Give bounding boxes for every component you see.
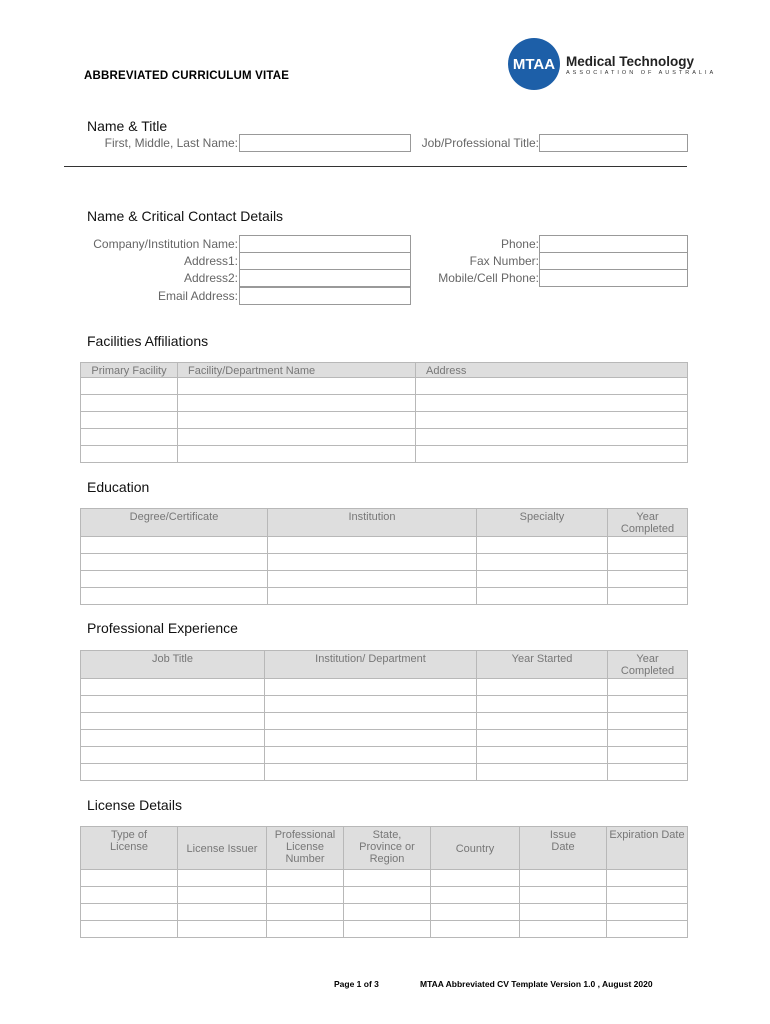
col-header: Facility/Department Name — [178, 363, 416, 378]
col-header: State, Province or Region — [344, 827, 431, 870]
facilities-table — [80, 362, 688, 463]
table-cell[interactable] — [477, 730, 608, 747]
table-row — [81, 588, 688, 605]
table-row — [81, 764, 688, 781]
table-cell[interactable] — [81, 395, 178, 412]
table-cell[interactable] — [81, 446, 178, 463]
table-cell[interactable] — [477, 571, 608, 588]
table-cell[interactable] — [81, 412, 178, 429]
col-header: Year Started — [477, 651, 608, 679]
table-cell[interactable] — [265, 747, 477, 764]
table-cell[interactable] — [416, 429, 688, 446]
table-cell[interactable] — [416, 395, 688, 412]
col-header: Issue Date — [520, 827, 607, 870]
table-cell[interactable] — [265, 764, 477, 781]
table-cell[interactable] — [608, 571, 688, 588]
col-header: Primary Facility — [81, 363, 178, 378]
col-header: Address — [416, 363, 688, 378]
table-cell[interactable] — [81, 429, 178, 446]
col-header: Specialty — [477, 509, 608, 537]
table-cell[interactable] — [520, 904, 607, 921]
table-cell[interactable] — [81, 921, 178, 938]
table-cell[interactable] — [178, 378, 416, 395]
fax-input[interactable] — [539, 252, 688, 270]
table-cell[interactable] — [178, 412, 416, 429]
table-row — [81, 713, 688, 730]
table-cell[interactable] — [608, 764, 688, 781]
table-cell[interactable] — [268, 554, 477, 571]
section-divider — [64, 166, 687, 167]
table-cell[interactable] — [431, 904, 520, 921]
table-row — [81, 395, 688, 412]
table-cell[interactable] — [81, 588, 268, 605]
table-row — [81, 554, 688, 571]
table-cell[interactable] — [520, 921, 607, 938]
table-row — [81, 887, 688, 904]
table-row — [81, 679, 688, 696]
license-heading: License Details — [87, 797, 182, 813]
table-cell[interactable] — [608, 696, 688, 713]
table-cell[interactable] — [81, 554, 268, 571]
name-title-heading: Name & Title — [87, 118, 168, 134]
col-header: Institution — [268, 509, 477, 537]
table-cell[interactable] — [344, 870, 431, 887]
company-label: Company/Institution Name: — [93, 237, 238, 251]
table-row — [81, 412, 688, 429]
email-label: Email Address: — [157, 289, 238, 303]
table-cell[interactable] — [477, 696, 608, 713]
table-cell[interactable] — [178, 429, 416, 446]
table-row — [81, 571, 688, 588]
table-cell[interactable] — [267, 887, 344, 904]
table-row — [81, 747, 688, 764]
col-header: Year Completed — [608, 509, 688, 537]
col-header: Job Title — [81, 651, 265, 679]
job-title-label: Job/Professional Title: — [421, 136, 539, 150]
table-cell[interactable] — [81, 713, 265, 730]
address2-label: Address2: — [183, 271, 238, 285]
email-input[interactable] — [239, 287, 411, 305]
document-title: ABBREVIATED CURRICULUM VITAE — [84, 70, 290, 82]
table-cell[interactable] — [477, 713, 608, 730]
table-row — [81, 904, 688, 921]
table-cell[interactable] — [81, 696, 265, 713]
table-cell[interactable] — [81, 378, 178, 395]
table-cell[interactable] — [416, 446, 688, 463]
col-header: Professional License Number — [267, 827, 344, 870]
table-cell[interactable] — [477, 537, 608, 554]
table-cell[interactable] — [477, 554, 608, 571]
table-cell[interactable] — [81, 679, 265, 696]
table-cell[interactable] — [81, 747, 265, 764]
mtaa-logo-mark: MTAA — [508, 38, 560, 90]
table-cell[interactable] — [81, 571, 268, 588]
table-cell[interactable] — [608, 713, 688, 730]
name-label: First, Middle, Last Name: — [104, 136, 238, 150]
col-header: Country — [431, 827, 520, 870]
table-cell[interactable] — [608, 730, 688, 747]
company-input[interactable] — [239, 235, 411, 253]
table-cell[interactable] — [607, 904, 688, 921]
table-cell[interactable] — [344, 887, 431, 904]
table-cell[interactable] — [81, 537, 268, 554]
table-cell[interactable] — [477, 679, 608, 696]
table-cell[interactable] — [608, 537, 688, 554]
table-cell[interactable] — [265, 679, 477, 696]
table-cell[interactable] — [178, 904, 267, 921]
table-cell[interactable] — [178, 887, 267, 904]
table-cell[interactable] — [178, 395, 416, 412]
table-cell[interactable] — [431, 921, 520, 938]
table-cell[interactable] — [81, 764, 265, 781]
col-header: Type of License — [81, 827, 178, 870]
job-title-input[interactable] — [539, 134, 688, 152]
table-cell[interactable] — [416, 412, 688, 429]
table-cell[interactable] — [477, 588, 608, 605]
table-cell[interactable] — [268, 537, 477, 554]
name-input[interactable] — [239, 134, 411, 152]
address2-input[interactable] — [239, 269, 411, 287]
table-cell[interactable] — [178, 921, 267, 938]
table-cell[interactable] — [431, 887, 520, 904]
table-cell[interactable] — [265, 730, 477, 747]
table-cell[interactable] — [608, 554, 688, 571]
col-header: Institution/ Department — [265, 651, 477, 679]
table-cell[interactable] — [178, 870, 267, 887]
contact-heading: Name & Critical Contact Details — [87, 208, 284, 224]
table-row — [81, 537, 688, 554]
table-row — [81, 870, 688, 887]
table-row — [81, 921, 688, 938]
table-row — [81, 730, 688, 747]
table-cell[interactable] — [608, 588, 688, 605]
table-cell[interactable] — [81, 870, 178, 887]
table-cell[interactable] — [268, 588, 477, 605]
table-cell[interactable] — [416, 378, 688, 395]
mobile-label: Mobile/Cell Phone: — [438, 271, 539, 285]
table-cell[interactable] — [265, 713, 477, 730]
table-cell[interactable] — [607, 870, 688, 887]
experience-table — [80, 650, 688, 781]
table-row — [81, 378, 688, 395]
facilities-heading: Facilities Affiliations — [87, 333, 209, 349]
table-cell[interactable] — [520, 887, 607, 904]
table-cell[interactable] — [81, 887, 178, 904]
table-cell[interactable] — [268, 571, 477, 588]
table-cell[interactable] — [81, 730, 265, 747]
phone-input[interactable] — [539, 235, 688, 253]
experience-heading: Professional Experience — [87, 620, 238, 636]
table-cell[interactable] — [477, 764, 608, 781]
mobile-input[interactable] — [539, 269, 688, 287]
education-table — [80, 508, 688, 605]
table-cell[interactable] — [344, 921, 431, 938]
table-cell[interactable] — [178, 446, 416, 463]
table-cell[interactable] — [607, 887, 688, 904]
phone-label: Phone: — [500, 237, 539, 251]
table-cell[interactable] — [608, 679, 688, 696]
logo-name: Medical Technology — [566, 54, 695, 69]
logo-subtitle: ASSOCIATION OF AUSTRALIA — [566, 70, 717, 76]
address1-input[interactable] — [239, 252, 411, 270]
table-cell[interactable] — [267, 904, 344, 921]
education-heading: Education — [87, 479, 150, 495]
col-header: License Issuer — [178, 827, 267, 870]
address1-label: Address1: — [183, 254, 238, 268]
table-row — [81, 446, 688, 463]
template-version: MTAA Abbreviated CV Template Version 1.0 , August 2020 — [420, 979, 653, 989]
table-cell[interactable] — [431, 870, 520, 887]
table-cell[interactable] — [265, 696, 477, 713]
col-header: Expiration Date — [607, 827, 688, 870]
table-row — [81, 696, 688, 713]
page-number: Page 1 of 3 — [334, 979, 379, 989]
table-cell[interactable] — [607, 921, 688, 938]
col-header: Year Completed — [608, 651, 688, 679]
table-cell[interactable] — [520, 870, 607, 887]
table-cell[interactable] — [267, 921, 344, 938]
fax-label: Fax Number: — [469, 254, 539, 268]
license-table — [80, 826, 688, 938]
table-cell[interactable] — [477, 747, 608, 764]
col-header: Degree/Certificate — [81, 509, 268, 537]
table-row — [81, 429, 688, 446]
table-cell[interactable] — [81, 904, 178, 921]
table-cell[interactable] — [267, 870, 344, 887]
table-cell[interactable] — [344, 904, 431, 921]
table-cell[interactable] — [608, 747, 688, 764]
